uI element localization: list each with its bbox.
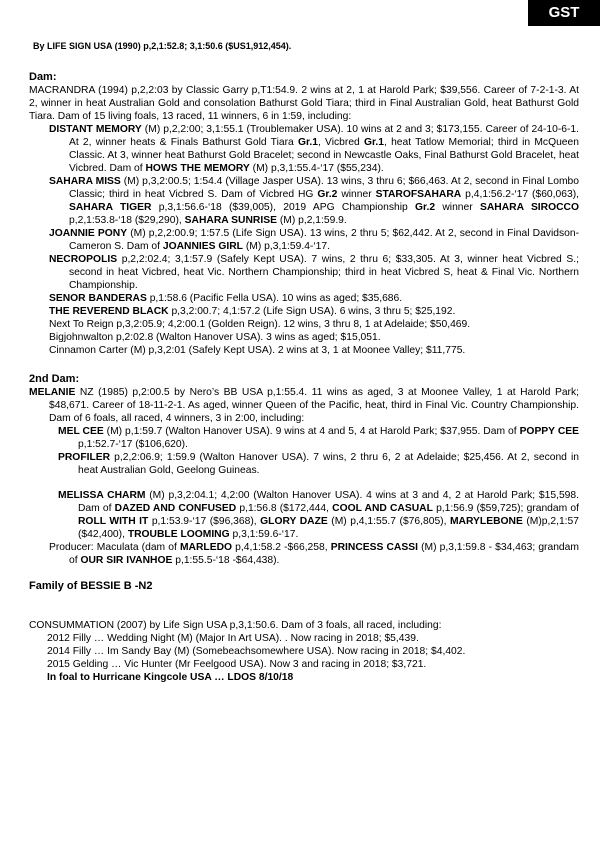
text-run: p,2,2:02.4; 3,1:57.9 (Safely Kept USA). 7 wins, 2 thru 6; $33,305. At 3, winner heat Vicbred S.; second in heat Vicbred, heat Vic. Northern Championship; third in heat Vicbred S, heat & Final Vic. Northern Championship.	[69, 254, 579, 291]
horse-name: Gr.2	[317, 189, 338, 200]
text-run: winner	[435, 202, 480, 213]
text-run: p,1:56.9 ($59,725); grandam of	[432, 503, 579, 514]
text-run: (M) p,2,1:59.9.	[276, 215, 347, 226]
spacer	[29, 477, 579, 489]
text-run: p,1:56.8 ($172,444,	[236, 503, 333, 514]
horse-name: MELISSA CHARM	[58, 490, 146, 501]
horse-name: MARYLEBONE	[449, 516, 523, 527]
horse-name: ROLL WITH IT	[78, 516, 149, 527]
horse-name: MELANIE	[29, 387, 76, 398]
second-dam-foals	[58, 425, 579, 477]
horse-name: OUR SIR IVANHOE	[80, 555, 173, 566]
horse-name: PROFILER	[58, 452, 111, 463]
text-run: , Vicbred	[317, 137, 364, 148]
second-dam-foals-more	[58, 489, 579, 541]
text-run: (M) p,1:59.7 (Walton Hanover USA). 9 wins at 4 and 5, 4 at Harold Park; $37,955. Dam of	[103, 426, 520, 437]
family-line: Family of BESSIE B -N2	[29, 580, 153, 592]
in-foal-note: In foal to Hurricane Kingcole USA … LDOS 8/10/18	[47, 672, 294, 683]
text-run: p,1:53.9-‘17 ($96,368),	[148, 516, 261, 527]
sire-line: By LIFE SIGN USA (1990) p,2,1:52.8; 3,1:50.6 ($US1,912,454).	[33, 41, 292, 51]
horse-name: NECROPOLIS	[49, 254, 118, 265]
second-dam-foal-entry	[58, 451, 579, 477]
text-run: (M) p,3,1:59.4-‘17.	[242, 241, 330, 252]
dam-foal-entry	[49, 175, 579, 227]
text-run: p,2,1:53.8-‘18 ($29,290),	[69, 215, 185, 226]
horse-name: DISTANT MEMORY	[49, 124, 142, 135]
text-run: (M) p,4,1:55.7 ($76,805),	[327, 516, 450, 527]
second-dam-intro	[29, 386, 579, 425]
text-run: (M) p,3,1:55.4-‘17 ($55,234).	[249, 163, 384, 174]
text-run: p,2,2:06.9; 1:59.9 (Walton Hanover USA). 7 wins, 2 thru 6, 2 at Adelaide; $25,456. At 2, second in heat Australian Gold, Geelong Guineas.	[78, 452, 579, 476]
dam-heading: Dam:	[29, 71, 57, 83]
text-run: (M) p,2,2:00; 3,1:55.1 (Troublemaker USA). 10 wins at 2 and 3; $173,155. Career of 24-10-6-1. At 2, winner heats & Finals Bathurst Gold Tiara	[69, 124, 579, 148]
dam-foal-entry	[49, 292, 579, 305]
text-run: p,1:52.7-‘17 ($106,620).	[78, 439, 188, 450]
horse-name: HOWS THE MEMORY	[145, 163, 250, 174]
pedigree-page	[29, 40, 579, 684]
horse-name: POPPY CEE	[519, 426, 579, 437]
dam-foal-entry	[49, 344, 579, 357]
text-run: p,3,1:59.6-‘17.	[229, 529, 299, 540]
text-run: p,4,1:58.2 -$66,258,	[232, 542, 331, 553]
text-run: p,3,2:00.7; 4,1:57.2 (Life Sign USA). 6 wins, 3 thru 5; $25,192.	[168, 306, 456, 317]
horse-name: PRINCESS CASSI	[330, 542, 418, 553]
horse-name: Gr.2	[415, 202, 436, 213]
dam-foal-entry	[49, 331, 579, 344]
text-run: Bigjohnwalton p,2:02.8 (Walton Hanover USA). 3 wins as aged; $15,051.	[49, 332, 381, 343]
text-run: (M) p,3,1:59.8 - $34,463; grandam of	[69, 542, 579, 566]
foal-line: 2012 Filly … Wedding Night (M) (Major In Art USA). . Now racing in 2018; $5,439.	[47, 633, 419, 644]
foal-line: 2014 Filly … Im Sandy Bay (M) (Somebeachsomewhere USA). Now racing in 2018; $4,402.	[47, 646, 466, 657]
dam-foal-entry	[49, 227, 579, 253]
horse-name: GLORY DAZE	[260, 516, 328, 527]
consummation-foals	[47, 632, 579, 684]
text-run: p,1:58.6 (Pacific Fella USA). 10 wins as aged; $35,686.	[146, 293, 403, 304]
text-run: winner	[337, 189, 376, 200]
horse-name: MARLEDO	[179, 542, 233, 553]
dam-intro	[29, 84, 579, 123]
text-run: (M) p,3,2:00.5; 1:54.4 (Village Jasper USA). 13 wins, 3 thru 6; $66,463. At 2, second in Final Lombo Classic; third in heat Vicbred S. Dam of Vicbred HG	[69, 176, 580, 200]
foal-line: 2015 Gelding … Vic Hunter (Mr Feelgood USA). Now 3 and racing in 2018; $3,721.	[47, 659, 427, 670]
dam-foal-entry	[49, 318, 579, 331]
horse-name: Gr.1	[297, 137, 318, 148]
horse-name: THE REVEREND BLACK	[49, 306, 169, 317]
consummation-line: CONSUMMATION (2007) by Life Sign USA p,3,1:50.6. Dam of 3 foals, all raced, including:	[29, 620, 442, 631]
horse-name: SAHARA SIROCCO	[479, 202, 579, 213]
horse-name: DAZED AND CONFUSED	[114, 503, 237, 514]
dam-foal-entry	[49, 253, 579, 292]
section-badge: GST	[528, 0, 600, 26]
horse-name: STAROFSAHARA	[375, 189, 462, 200]
text-run: p,1:55.5-‘18 -$64,438).	[172, 555, 280, 566]
horse-name: SAHARA MISS	[49, 176, 121, 187]
horse-name: COOL AND CASUAL	[332, 503, 433, 514]
text-run: NZ (1985) p,2:00.5 by Nero’s BB USA p,1:55.4. 11 wins as aged, 3 at Moonee Valley, 1 at Harold Park; $48,671. Career of 18-11-2-1. As aged, winner Queen of the Pacific, heat, third in Final Vic. Country Championship. Dam of 6 foals, all raced, 4 winners, 3 in 2:00, including:	[49, 387, 579, 424]
horse-name: SAHARA TIGER	[69, 202, 152, 213]
text-run: MACRANDRA (1994) p,2,2:03 by Classic Garry p,T1:54.9. 2 wins at 2, 1 at Harold Park; $39,556. Career of 7-2-1-3. At 2, winner in heat Australian Gold and consolation Bathurst Gold Tiara; third in Final Australian Gold, heat Bathurst Gold Tiara. Dam of 15 living foals, 13 raced, 11 winners, 6 in 1:59, including:	[29, 85, 579, 122]
horse-name: JOANNIES GIRL	[162, 241, 243, 252]
second-dam-foal-entry	[58, 425, 579, 451]
text-run: Producer: Maculata (dam of	[49, 542, 180, 553]
text-run: p,3,1:56.6-‘18 ($39,005), 2019 APG Championship	[151, 202, 416, 213]
text-run: Next To Reign p,3,2:05.9; 4,2:00.1 (Golden Reign). 12 wins, 3 thru 8, 1 at Adelaide; $50,469.	[49, 319, 471, 330]
horse-name: Gr.1	[363, 137, 385, 148]
text-run: (M) p,3,2:04.1; 4,2:00 (Walton Hanover USA). 4 wins at 3 and 4, 2 at Harold Park; $15,598. Dam of	[78, 490, 579, 514]
horse-name: SAHARA SUNRISE	[184, 215, 277, 226]
text-run: Cinnamon Carter (M) p,3,2:01 (Safely Kept USA). 2 wins at 3, 1 at Moonee Valley; $11,775.	[49, 345, 466, 356]
text-run: (M)p,2,1:57 ($42,400),	[78, 516, 579, 540]
text-run: (M) p,2,2:00.9; 1:57.5 (Life Sign USA). 13 wins, 2 thru 5; $62,442. At 2, second in Final Davidson-Cameron S. Dam of	[69, 228, 579, 252]
horse-name: TROUBLE LOOMING	[127, 529, 230, 540]
text-run: p,4,1:56.2-‘17 ($60,063),	[461, 189, 579, 200]
producer-line	[49, 541, 579, 567]
horse-name: SENOR BANDERAS	[49, 293, 147, 304]
second-dam-foal-entry	[58, 489, 579, 541]
second-dam-heading: 2nd Dam:	[29, 373, 80, 385]
dam-foal-entry	[49, 305, 579, 318]
dam-foal-entry	[49, 123, 579, 175]
text-run: , heat Tatlow Memorial; third in McQueen Classic. At 3, winner heat Bathurst Gold Bracelet; second in Newcastle Oaks, Final Bathurst Gold Bracelet, heat Vicbred. Dam of	[69, 137, 579, 174]
dam-foals	[49, 123, 579, 357]
horse-name: JOANNIE PONY	[49, 228, 128, 239]
horse-name: MEL CEE	[58, 426, 104, 437]
